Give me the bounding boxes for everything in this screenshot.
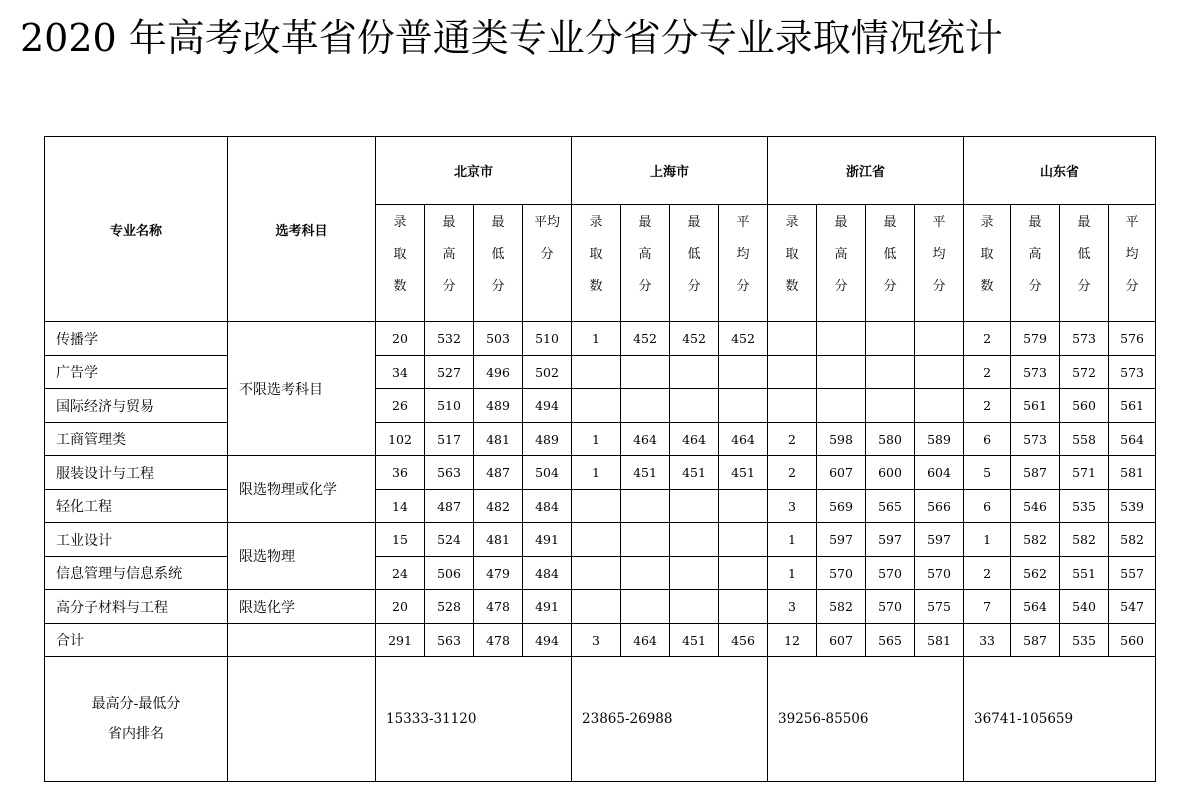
table-row — [45, 322, 1156, 356]
total-value-cell: 478 — [474, 624, 523, 657]
value-cell: 504 — [523, 456, 572, 490]
value-cell — [915, 322, 964, 356]
subheader-char: 高 — [834, 247, 848, 262]
total-value-cell: 291 — [376, 624, 425, 657]
subheader-char: 数 — [785, 279, 799, 294]
total-value-cell: 456 — [719, 624, 768, 657]
value-cell: 2 — [964, 557, 1011, 590]
subheader-cell — [670, 205, 719, 322]
header-city-beijing: 北京市 — [376, 137, 572, 205]
value-cell: 571 — [1060, 456, 1109, 490]
subheader-char: 录 — [785, 215, 799, 230]
value-cell: 575 — [915, 590, 964, 624]
value-cell: 6 — [964, 423, 1011, 456]
subject-requirement-cell: 限选物理或化学 — [228, 456, 376, 523]
value-cell: 502 — [523, 356, 572, 389]
value-cell: 503 — [474, 322, 523, 356]
value-cell: 564 — [1109, 423, 1156, 456]
subheader-cell — [915, 205, 964, 322]
value-cell: 5 — [964, 456, 1011, 490]
table-row — [45, 423, 1156, 456]
table-row — [45, 389, 1156, 423]
value-cell: 582 — [1011, 523, 1060, 557]
rank-subject-empty — [228, 657, 376, 782]
value-cell: 2 — [768, 456, 817, 490]
value-cell: 566 — [915, 490, 964, 523]
value-cell: 558 — [1060, 423, 1109, 456]
value-cell: 1 — [572, 423, 621, 456]
value-cell: 489 — [474, 389, 523, 423]
total-value-cell: 587 — [1011, 624, 1060, 657]
subject-requirement-cell: 限选物理 — [228, 523, 376, 590]
rank-range-cell: 39256-85506 — [768, 657, 964, 782]
value-cell: 510 — [425, 389, 474, 423]
subheader-char: 最 — [883, 215, 897, 230]
total-value-cell: 464 — [621, 624, 670, 657]
subheader-char: 分 — [638, 279, 652, 294]
value-cell — [915, 389, 964, 423]
value-cell — [670, 590, 719, 624]
value-cell: 464 — [719, 423, 768, 456]
value-cell: 451 — [621, 456, 670, 490]
subheader-char: 分 — [491, 279, 505, 294]
subheader-char: 平均 — [534, 215, 561, 230]
value-cell: 15 — [376, 523, 425, 557]
total-value-cell: 12 — [768, 624, 817, 657]
value-cell — [670, 557, 719, 590]
value-cell — [768, 322, 817, 356]
table-row — [45, 456, 1156, 490]
subheader-char: 取 — [589, 247, 603, 262]
subheader-char: 高 — [638, 247, 652, 262]
value-cell: 527 — [425, 356, 474, 389]
value-cell — [866, 356, 915, 389]
value-cell: 582 — [1109, 523, 1156, 557]
value-cell: 572 — [1060, 356, 1109, 389]
value-cell — [719, 356, 768, 389]
value-cell — [866, 389, 915, 423]
value-cell: 561 — [1011, 389, 1060, 423]
value-cell: 464 — [670, 423, 719, 456]
value-cell: 564 — [1011, 590, 1060, 624]
table-row — [45, 590, 1156, 624]
admission-statistics-table — [44, 136, 1156, 782]
subheader-char: 分 — [932, 279, 946, 294]
value-cell: 20 — [376, 322, 425, 356]
value-cell: 597 — [817, 523, 866, 557]
value-cell — [670, 389, 719, 423]
total-value-cell: 563 — [425, 624, 474, 657]
value-cell: 7 — [964, 590, 1011, 624]
value-cell: 452 — [719, 322, 768, 356]
value-cell: 561 — [1109, 389, 1156, 423]
value-cell: 1 — [964, 523, 1011, 557]
value-cell — [572, 356, 621, 389]
value-cell: 582 — [817, 590, 866, 624]
value-cell — [670, 490, 719, 523]
value-cell: 510 — [523, 322, 572, 356]
header-city-shanghai: 上海市 — [572, 137, 768, 205]
value-cell — [719, 557, 768, 590]
value-cell: 563 — [425, 456, 474, 490]
subheader-char: 数 — [980, 279, 994, 294]
subheader-char: 分 — [1077, 279, 1091, 294]
subheader-char: 均 — [932, 247, 946, 262]
header-city-shandong: 山东省 — [964, 137, 1156, 205]
value-cell — [621, 590, 670, 624]
header-subject: 选考科目 — [228, 137, 376, 322]
major-name-cell: 服装设计与工程 — [45, 456, 228, 490]
subheader-char: 低 — [883, 247, 897, 262]
value-cell — [621, 389, 670, 423]
value-cell: 589 — [915, 423, 964, 456]
table-row — [45, 557, 1156, 590]
subheader-char: 最 — [442, 215, 456, 230]
value-cell — [621, 490, 670, 523]
value-cell: 562 — [1011, 557, 1060, 590]
subheader-char: 分 — [442, 279, 456, 294]
value-cell: 487 — [425, 490, 474, 523]
value-cell — [719, 590, 768, 624]
subheader-cell — [1060, 205, 1109, 322]
value-cell: 489 — [523, 423, 572, 456]
value-cell: 557 — [1109, 557, 1156, 590]
value-cell: 547 — [1109, 590, 1156, 624]
total-value-cell: 581 — [915, 624, 964, 657]
subheader-char: 平 — [932, 215, 946, 230]
value-cell: 565 — [866, 490, 915, 523]
value-cell: 2 — [964, 389, 1011, 423]
subheader-cell — [376, 205, 425, 322]
major-name-cell: 高分子材料与工程 — [45, 590, 228, 624]
value-cell: 1 — [768, 557, 817, 590]
value-cell: 573 — [1109, 356, 1156, 389]
total-row — [45, 624, 1156, 657]
value-cell: 6 — [964, 490, 1011, 523]
subheader-char: 取 — [980, 247, 994, 262]
subheader-char: 录 — [589, 215, 603, 230]
value-cell: 604 — [915, 456, 964, 490]
value-cell: 597 — [866, 523, 915, 557]
subject-requirement-cell: 限选化学 — [228, 590, 376, 624]
subheader-char: 取 — [785, 247, 799, 262]
value-cell: 587 — [1011, 456, 1060, 490]
value-cell — [817, 356, 866, 389]
subheader-char: 低 — [1077, 247, 1091, 262]
value-cell — [817, 322, 866, 356]
total-value-cell: 33 — [964, 624, 1011, 657]
major-name-cell: 广告学 — [45, 356, 228, 389]
major-name-cell: 轻化工程 — [45, 490, 228, 523]
value-cell: 546 — [1011, 490, 1060, 523]
value-cell — [915, 356, 964, 389]
value-cell — [572, 389, 621, 423]
value-cell: 478 — [474, 590, 523, 624]
header-city-zhejiang: 浙江省 — [768, 137, 964, 205]
value-cell: 532 — [425, 322, 474, 356]
subheader-char: 高 — [1028, 247, 1042, 262]
value-cell: 570 — [866, 557, 915, 590]
value-cell: 582 — [1060, 523, 1109, 557]
value-cell: 14 — [376, 490, 425, 523]
value-cell — [621, 356, 670, 389]
value-cell: 569 — [817, 490, 866, 523]
total-value-cell: 3 — [572, 624, 621, 657]
table-row — [45, 523, 1156, 557]
value-cell: 576 — [1109, 322, 1156, 356]
value-cell: 539 — [1109, 490, 1156, 523]
header-major-name: 专业名称 — [45, 137, 228, 322]
value-cell: 598 — [817, 423, 866, 456]
rank-label — [45, 657, 228, 782]
value-cell: 570 — [866, 590, 915, 624]
value-cell: 570 — [817, 557, 866, 590]
subheader-char: 最 — [687, 215, 701, 230]
total-value-cell: 535 — [1060, 624, 1109, 657]
rank-row — [45, 657, 1156, 782]
subheader-char: 最 — [638, 215, 652, 230]
major-name-cell: 国际经济与贸易 — [45, 389, 228, 423]
subheader-cell — [523, 205, 572, 322]
subheader-char: 最 — [834, 215, 848, 230]
subheader-char: 平 — [1125, 215, 1139, 230]
value-cell: 506 — [425, 557, 474, 590]
value-cell: 600 — [866, 456, 915, 490]
value-cell: 26 — [376, 389, 425, 423]
value-cell: 581 — [1109, 456, 1156, 490]
value-cell: 451 — [670, 456, 719, 490]
value-cell: 482 — [474, 490, 523, 523]
subheader-char: 分 — [687, 279, 701, 294]
value-cell: 36 — [376, 456, 425, 490]
value-cell: 573 — [1011, 423, 1060, 456]
value-cell: 481 — [474, 423, 523, 456]
subheader-char: 分 — [1028, 279, 1042, 294]
value-cell: 607 — [817, 456, 866, 490]
total-subject-empty — [228, 624, 376, 657]
value-cell: 481 — [474, 523, 523, 557]
value-cell: 3 — [768, 590, 817, 624]
value-cell: 551 — [1060, 557, 1109, 590]
value-cell: 494 — [523, 389, 572, 423]
value-cell: 479 — [474, 557, 523, 590]
value-cell: 597 — [915, 523, 964, 557]
value-cell: 102 — [376, 423, 425, 456]
subheader-char: 数 — [589, 279, 603, 294]
rank-range-cell: 15333-31120 — [376, 657, 572, 782]
value-cell: 528 — [425, 590, 474, 624]
value-cell — [621, 523, 670, 557]
value-cell: 560 — [1060, 389, 1109, 423]
subheader-char: 均 — [736, 247, 750, 262]
value-cell: 20 — [376, 590, 425, 624]
page-title: 2020 年高考改革省份普通类专业分省分专业录取情况统计 — [20, 16, 1003, 60]
value-cell — [719, 490, 768, 523]
value-cell: 2 — [964, 356, 1011, 389]
subheader-char: 最 — [1028, 215, 1042, 230]
subheader-char: 低 — [687, 247, 701, 262]
subheader-cell — [719, 205, 768, 322]
subheader-cell — [425, 205, 474, 322]
value-cell: 579 — [1011, 322, 1060, 356]
total-label: 合计 — [45, 624, 228, 657]
value-cell: 573 — [1011, 356, 1060, 389]
subheader-char: 取 — [393, 247, 407, 262]
value-cell: 1 — [572, 456, 621, 490]
subheader-cell — [621, 205, 670, 322]
subheader-char: 分 — [1125, 279, 1139, 294]
subheader-char: 分 — [736, 279, 750, 294]
value-cell: 452 — [670, 322, 719, 356]
total-value-cell: 494 — [523, 624, 572, 657]
value-cell: 452 — [621, 322, 670, 356]
subheader-cell — [1109, 205, 1156, 322]
value-cell: 1 — [768, 523, 817, 557]
subheader-char: 高 — [442, 247, 456, 262]
value-cell — [572, 490, 621, 523]
table-row — [45, 356, 1156, 389]
major-name-cell: 工业设计 — [45, 523, 228, 557]
subheader-char: 数 — [393, 279, 407, 294]
value-cell: 540 — [1060, 590, 1109, 624]
value-cell: 2 — [768, 423, 817, 456]
value-cell: 484 — [523, 557, 572, 590]
value-cell — [572, 557, 621, 590]
major-name-cell: 工商管理类 — [45, 423, 228, 456]
value-cell — [572, 590, 621, 624]
subheader-cell — [1011, 205, 1060, 322]
value-cell — [817, 389, 866, 423]
rank-label-line1: 最高分-最低分 — [91, 696, 181, 712]
value-cell — [670, 523, 719, 557]
rank-label-line2: 省内排名 — [108, 726, 164, 742]
subheader-cell — [817, 205, 866, 322]
value-cell: 464 — [621, 423, 670, 456]
value-cell — [768, 389, 817, 423]
subheader-char: 平 — [736, 215, 750, 230]
major-name-cell: 传播学 — [45, 322, 228, 356]
value-cell — [621, 557, 670, 590]
value-cell: 496 — [474, 356, 523, 389]
subheader-char: 均 — [1125, 247, 1139, 262]
value-cell: 487 — [474, 456, 523, 490]
subheader-char: 分 — [540, 247, 554, 262]
value-cell: 517 — [425, 423, 474, 456]
value-cell — [866, 322, 915, 356]
value-cell: 491 — [523, 590, 572, 624]
value-cell: 3 — [768, 490, 817, 523]
subheader-char: 最 — [1077, 215, 1091, 230]
table-row — [45, 490, 1156, 523]
subheader-cell — [572, 205, 621, 322]
value-cell — [670, 356, 719, 389]
rank-range-cell: 23865-26988 — [572, 657, 768, 782]
subheader-cell — [964, 205, 1011, 322]
value-cell: 451 — [719, 456, 768, 490]
subheader-char: 分 — [834, 279, 848, 294]
value-cell: 570 — [915, 557, 964, 590]
value-cell: 573 — [1060, 322, 1109, 356]
subject-requirement-cell: 不限选考科目 — [228, 322, 376, 456]
value-cell — [719, 389, 768, 423]
value-cell: 535 — [1060, 490, 1109, 523]
rank-range-cell: 36741-105659 — [964, 657, 1156, 782]
subheader-cell — [474, 205, 523, 322]
total-value-cell: 565 — [866, 624, 915, 657]
subheader-char: 低 — [491, 247, 505, 262]
subheader-char: 分 — [883, 279, 897, 294]
value-cell: 24 — [376, 557, 425, 590]
value-cell: 524 — [425, 523, 474, 557]
value-cell: 34 — [376, 356, 425, 389]
value-cell: 491 — [523, 523, 572, 557]
value-cell — [768, 356, 817, 389]
value-cell — [572, 523, 621, 557]
value-cell: 2 — [964, 322, 1011, 356]
value-cell: 484 — [523, 490, 572, 523]
subheader-char: 最 — [491, 215, 505, 230]
subheader-cell — [768, 205, 817, 322]
total-value-cell: 451 — [670, 624, 719, 657]
value-cell — [719, 523, 768, 557]
total-value-cell: 560 — [1109, 624, 1156, 657]
total-value-cell: 607 — [817, 624, 866, 657]
subheader-char: 录 — [393, 215, 407, 230]
value-cell: 580 — [866, 423, 915, 456]
major-name-cell: 信息管理与信息系统 — [45, 557, 228, 590]
subheader-cell — [866, 205, 915, 322]
value-cell: 1 — [572, 322, 621, 356]
subheader-char: 录 — [980, 215, 994, 230]
